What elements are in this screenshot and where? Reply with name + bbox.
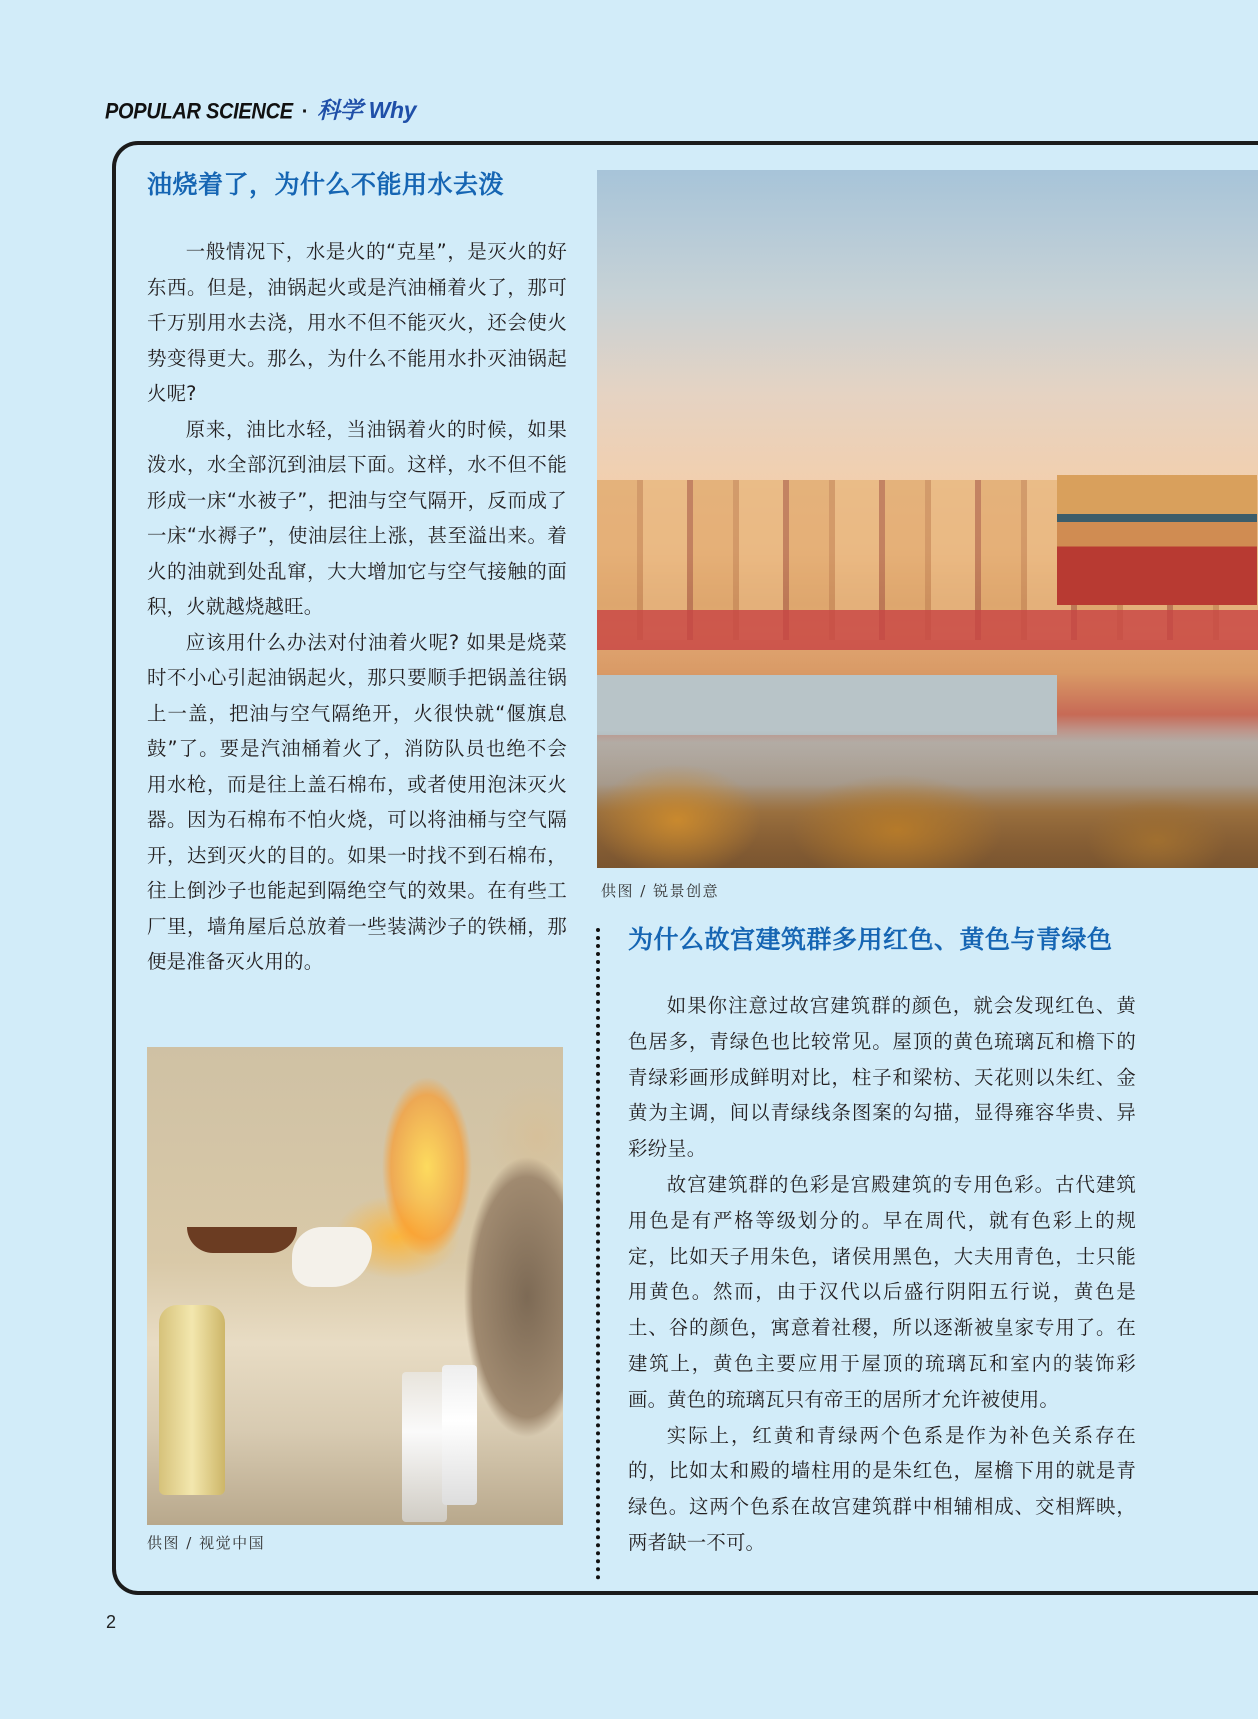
paragraph: 一般情况下，水是火的“克星”，是灭火的好东西。但是，油锅起火或是汽油桶着火了，那可千万别用水去浇，用水不但不能灭火，还会使火势变得更大。那么，为什么不能用水扑灭油锅起火呢? xyxy=(147,240,567,405)
article-title: 油烧着了，为什么不能用水去泼 xyxy=(147,170,505,199)
photo-credit-right: 供图 / 锐景创意 xyxy=(601,882,720,900)
article-palace-colors xyxy=(628,925,1136,1561)
article-body xyxy=(147,234,567,980)
article-title: 为什么故宫建筑群多用红色、黄色与青绿色 xyxy=(628,925,1113,954)
article-oil-fire xyxy=(147,170,567,980)
towel-shape xyxy=(292,1227,372,1287)
magazine-brand: POPULAR SCIENCE xyxy=(105,99,293,125)
photo-credit-left: 供图 / 视觉中国 xyxy=(147,1534,266,1552)
gate-tower-shape xyxy=(1057,475,1257,605)
article-body xyxy=(628,988,1136,1561)
photo-kitchen-pan-fire xyxy=(147,1047,563,1525)
photo-forbidden-city xyxy=(597,170,1258,868)
paragraph: 实际上，红黄和青绿两个色系是作为补色关系存在的，比如太和殿的墙柱用的是朱红色，屋檐下用的就是青绿色。这两个色系在故宫建筑群中相辅相成、交相辉映，两者缺一不可。 xyxy=(628,1423,1136,1554)
running-head xyxy=(105,92,416,125)
salt-shaker-shape xyxy=(442,1365,477,1505)
page-number: 2 xyxy=(106,1612,117,1632)
section-name: 科学 Why xyxy=(317,97,417,123)
paragraph: 应该用什么办法对付油着火呢? 如果是烧菜时不小心引起油锅起火，那只要顺手把锅盖往锅上一盖，把油与空气隔绝开，火很快就“偃旗息鼓”了。要是汽油桶着火了，消防队员也绝不会用水枪，而是往上盖石棉布，或者使用泡沫灭火器。因为石棉布不怕火烧，可以将油桶与空气隔开，达到灭火的目的。如果一时找不到石棉布，往上倒沙子也能起到隔绝空气的效果。在有些工厂里，墙角屋后总放着一些装满沙子的铁桶，那便是准备灭火用的。 xyxy=(147,630,567,973)
pepper-shaker-shape xyxy=(402,1372,447,1522)
separator-dot: · xyxy=(301,101,309,123)
paragraph: 原来，油比水轻，当油锅着火的时候，如果泼水，水全部沉到油层下面。这样，水不但不能形成一床“水被子”，把油与空气隔开，反而成了一床“水褥子”，使油层往上涨，甚至溢出来。着火的油就到处乱窜，大大增加它与空气接触的面积，火就越烧越旺。 xyxy=(147,417,567,618)
moat-shape xyxy=(597,675,1057,735)
frying-pan-shape xyxy=(187,1227,297,1253)
paragraph: 如果你注意过故宫建筑群的颜色，就会发现红色、黄色居多，青绿色也比较常见。屋顶的黄色琉璃瓦和檐下的青绿彩画形成鲜明对比，柱子和梁枋、天花则以朱红、金黄为主调，间以青绿线条图案的勾描，显得雍容华贵、异彩纷呈。 xyxy=(628,994,1136,1161)
oil-bottle-shape xyxy=(159,1305,225,1495)
trees-foreground-shape xyxy=(597,730,1258,868)
dotted-divider xyxy=(596,928,600,1580)
red-wall-shape xyxy=(597,610,1258,650)
paragraph: 故宫建筑群的色彩是宫殿建筑的专用色彩。古代建筑用色是有严格等级划分的。早在周代，就有色彩上的规定，比如天子用朱色，诸侯用黑色，大夫用青色，士只能用黄色。然而，由于汉代以后盛行阴阳五行说，黄色是土、谷的颜色，寓意着社稷，所以逐渐被皇家专用了。在建筑上，黄色主要应用于屋顶的琉璃瓦和室内的装饰彩画。黄色的琉璃瓦只有帝王的居所才允许被使用。 xyxy=(628,1172,1136,1411)
